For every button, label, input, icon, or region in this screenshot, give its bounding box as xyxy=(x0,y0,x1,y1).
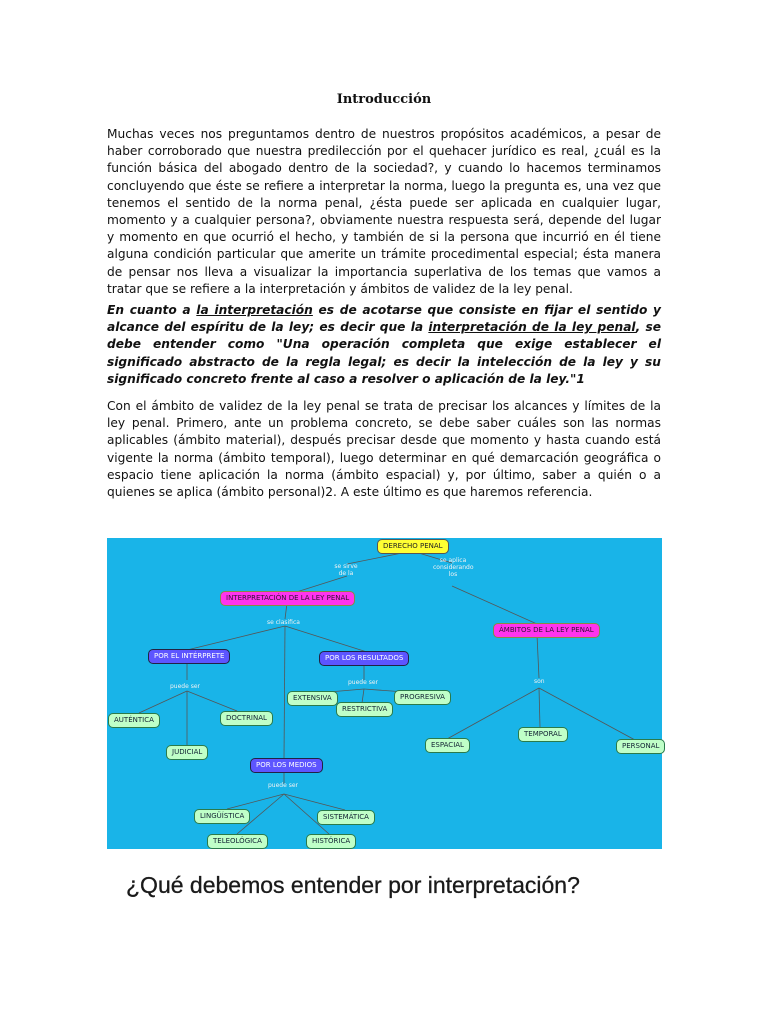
validity-scope-paragraph: Con el ámbito de validez de la ley penal se trata de precisar los alcances y límites de la ley penal. Primero, ante un problema concreto, se debe saber cuáles son las normas aplicables (ámbito material), después precisar desde que momento y hasta cuando está vigente la norma (ámbito temporal), luego determinar en qué demarcación geográfica o espacio tiene aplicación la norma (ámbito espacial) y, por último, saber a quién o a quienes se aplica (ámbito personal)2. A este último es que haremos referencia. xyxy=(107,399,661,500)
node-por-el-interprete: POR EL INTÉRPRETE xyxy=(148,649,230,664)
connector xyxy=(139,691,187,713)
connector xyxy=(285,626,367,652)
connector xyxy=(452,586,537,624)
connector xyxy=(362,689,364,703)
node-teleologica: TELEOLÓGICA xyxy=(207,834,268,849)
node-doctrinal: DOCTRINAL xyxy=(220,711,273,726)
link-label-son: son xyxy=(534,678,545,685)
node-por-los-medios: POR LOS MEDIOS xyxy=(250,758,323,773)
link-label-puede-ser: puede ser xyxy=(170,683,200,690)
node-restrictiva: RESTRICTIVA xyxy=(336,702,393,717)
link-label-se-clasifica: se clasifica xyxy=(267,619,300,626)
connector xyxy=(539,688,540,727)
node-linguistica: LINGÜÍSTICA xyxy=(194,809,250,824)
node-interpretacion: INTERPRETACIÓN DE LA LEY PENAL xyxy=(220,591,355,606)
node-progresiva: PROGRESIVA xyxy=(394,690,451,705)
text-segment: es de acotarse que consiste en fijar el sentido y alcance del espíritu de la ley; es decir que la xyxy=(107,303,661,335)
node-derecho-penal: DERECHO PENAL xyxy=(377,539,449,554)
node-ambitos: ÁMBITOS DE LA LEY PENAL xyxy=(493,623,600,638)
concept-map-connectors xyxy=(107,538,662,849)
node-extensiva: EXTENSIVA xyxy=(287,691,338,706)
node-por-los-resultados: POR LOS RESULTADOS xyxy=(319,651,409,666)
underlined-term-interpretation: la interpretación xyxy=(196,303,313,317)
section-heading: ¿Qué debemos entender por interpretación? xyxy=(126,872,580,898)
document-title: Introducción xyxy=(336,92,432,107)
node-temporal: TEMPORAL xyxy=(518,727,568,742)
underlined-term-interpretation-penal-law: interpretación de la ley penal xyxy=(428,320,636,335)
text-segment: En cuanto a xyxy=(107,303,197,317)
link-label-se-sirve: se sirve de la xyxy=(334,563,358,577)
node-sistematica: SISTEMÁTICA xyxy=(317,810,375,825)
node-espacial: ESPACIAL xyxy=(425,738,470,753)
connector xyxy=(537,635,539,678)
connector xyxy=(187,626,285,650)
node-judicial: JUDICIAL xyxy=(166,745,208,760)
connector xyxy=(284,626,285,759)
node-autentica: AUTÉNTICA xyxy=(108,713,160,728)
node-personal: PERSONAL xyxy=(616,739,665,754)
concept-map xyxy=(107,538,662,849)
connector xyxy=(187,691,237,711)
node-historica: HISTÓRICA xyxy=(306,834,356,849)
text-segment: , se debe entender como "Una operación completa que exige establecer el significado abstracto de la regla legal; es decir la intelección de la ley y su significado concreto frente al caso a resolver o aplicación de la ley."1 xyxy=(107,320,661,386)
link-label-se-aplica: se aplica considerando los xyxy=(433,557,474,578)
interpretation-definition-paragraph xyxy=(107,302,661,388)
link-label-puede-ser: puede ser xyxy=(348,679,378,686)
link-label-puede-ser: puede ser xyxy=(268,782,298,789)
intro-paragraph: Muchas veces nos preguntamos dentro de nuestros propósitos académicos, a pesar de haber corroborado que nuestra predilección por el quehacer jurídico es real, ¿cuál es la función básica del abogado dentro de la sociedad?, y cuando lo hacemos terminamos concluyendo que éste se refiere a interpretar la norma, luego la pregunta es, una vez que tenemos el sentido de la norma penal, ¿ésta puede ser aplicada en cualquier lugar, momento y a cualquier persona?, obviamente nuestra respuesta será, depende del lugar y momento en que ocurrió el hecho, y también de si la persona que incurrió en él tiene alguna condición particular que amerite un trámite procedimental especial; ésta manera de pensar nos lleva a visualizar la importancia superlativa de los temas que vamos a tratar que se refiere a la interpretación y ámbitos de validez de la ley penal. xyxy=(107,127,661,296)
